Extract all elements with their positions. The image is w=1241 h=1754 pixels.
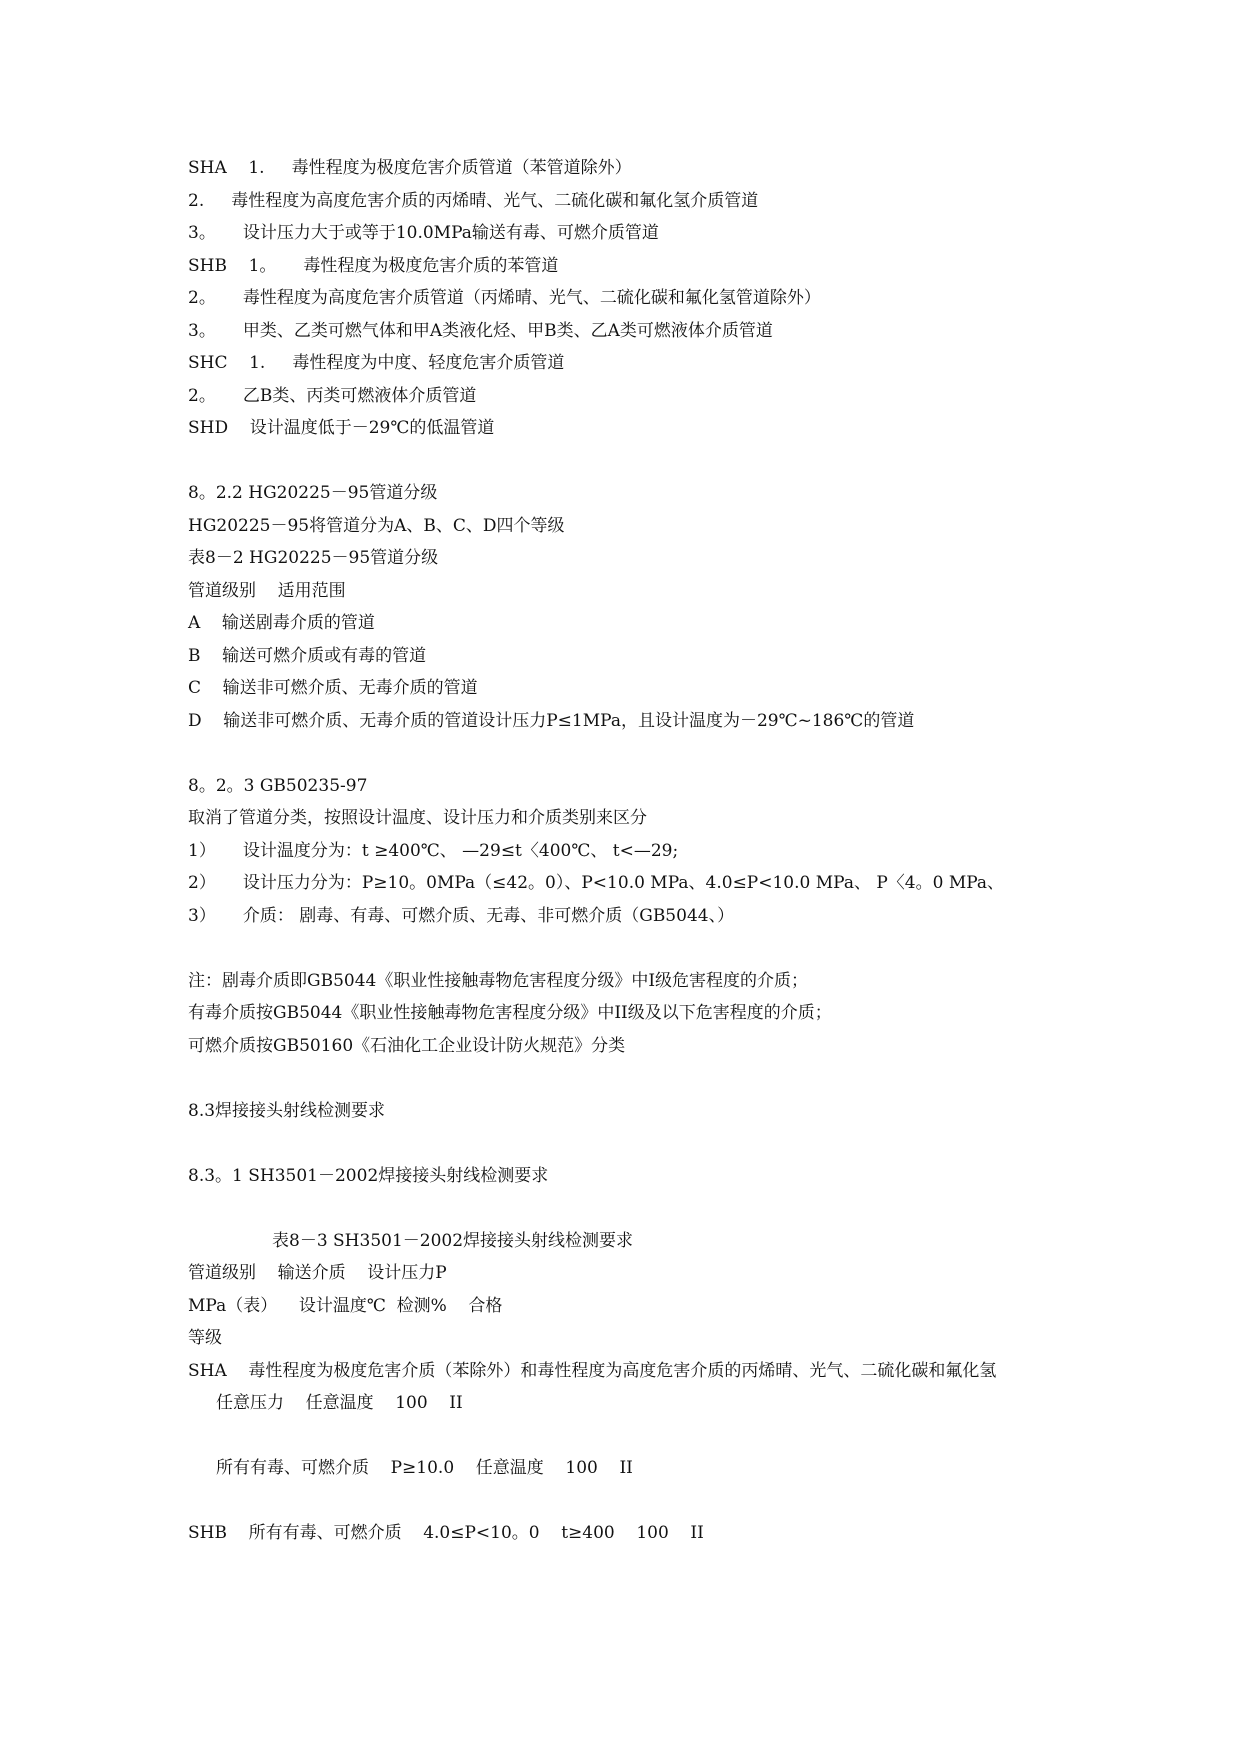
text-line: 3。 甲类、乙类可燃气体和甲A类液化烃、甲B类、乙A类可燃液体介质管道 [188,320,773,341]
list-item: 3） 介质： 剧毒、有毒、可燃介质、无毒、非可燃介质（GB5044、） [188,905,735,926]
text-line: SHB 1。 毒性程度为极度危害介质的苯管道 [188,255,559,276]
table-row: SHB 所有有毒、可燃介质 4.0≤P<10。0 t≥400 100 II [188,1523,704,1543]
section-heading: 8。2。3 GB50235-97 [188,775,368,796]
note-line: 注：剧毒介质即GB5044《职业性接触毒物危害程度分级》中I级危害程度的介质； [188,970,809,991]
blank-line [188,1192,1188,1225]
blank-line [188,1062,1188,1095]
table-header: MPa（表） 设计温度℃ 检测% 合格 [188,1295,503,1316]
table-header: 管道级别 输送介质 设计压力P [188,1263,447,1283]
table-row-detail: 任意压力 任意温度 100 II [216,1393,463,1413]
list-item: 2） 设计压力分为：P≥10。0MPa（≤42。0）、P<10.0 MPa、4.0≤P<10.0 MPa、 P〈4。0 MPa、 [188,873,1005,893]
blank-line [188,932,1188,965]
text-line: SHA 1. 毒性程度为极度危害介质管道（苯管道除外） [188,158,632,178]
table-row: B 输送可燃介质或有毒的管道 [188,645,427,666]
table-title: 表8－3 SH3501－2002焊接接头射线检测要求 [272,1230,634,1251]
text-line: 2。 毒性程度为高度危害介质管道（丙烯晴、光气、二硫化碳和氟化氢管道除外） [188,288,821,308]
table-row: D 输送非可燃介质、无毒介质的管道设计压力P≤1MPa，且设计温度为－29℃~186℃的管道 [188,710,915,731]
text-line: 2。 乙B类、丙类可燃液体介质管道 [188,385,477,406]
document-body [188,152,1188,1550]
blank-line [188,445,1188,478]
blank-line [188,1127,1188,1160]
gb-classification-block [188,770,1188,933]
hg-classification-block [188,477,1188,737]
subsection-heading: 8.3。1 SH3501－2002焊接接头射线检测要求 [188,1165,549,1186]
text-line: 2. 毒性程度为高度危害介质的丙烯晴、光气、二硫化碳和氟化氢介质管道 [188,190,759,211]
table-row: C 输送非可燃介质、无毒介质的管道 [188,678,478,698]
table-8-3 [188,1225,1188,1550]
text-line: 取消了管道分类，按照设计温度、设计压力和介质类别来区分 [188,808,647,828]
section-heading: 8.3焊接接头射线检测要求 [188,1100,386,1121]
list-item: 1） 设计温度分为：t ≥400℃、 —29≤t〈400℃、 t<—29; [188,840,679,861]
note-line: 可燃介质按GB50160《石油化工企业设计防火规范》分类 [188,1035,626,1056]
section-heading: 8。2.2 HG20225－95管道分级 [188,483,438,503]
table-row-detail: 所有有毒、可燃介质 P≥10.0 任意温度 100 II [216,1458,633,1478]
text-line: HG20225－95将管道分为A、B、C、D四个等级 [188,515,565,536]
note-line: 有毒介质按GB5044《职业性接触毒物危害程度分级》中II级及以下危害程度的介质； [188,1003,832,1023]
blank-line [188,737,1188,770]
notes-block [188,965,1188,1063]
text-line: SHC 1. 毒性程度为中度、轻度危害介质管道 [188,353,565,373]
blank-line [188,1420,1188,1453]
table-title: 表8－2 HG20225－95管道分级 [188,548,439,568]
table-row: A 输送剧毒介质的管道 [188,613,375,633]
sh-classification-block [188,152,1188,445]
blank-line [188,1485,1188,1518]
table-header: 管道级别 适用范围 [188,580,346,601]
table-row: SHA 毒性程度为极度危害介质（苯除外）和毒性程度为高度危害介质的丙烯晴、光气、二硫化碳和氟化氢 [188,1360,997,1381]
text-line: SHD 设计温度低于－29℃的低温管道 [188,418,495,438]
table-header: 等级 [188,1328,222,1348]
text-line: 3。 设计压力大于或等于10.0MPa输送有毒、可燃介质管道 [188,223,659,243]
